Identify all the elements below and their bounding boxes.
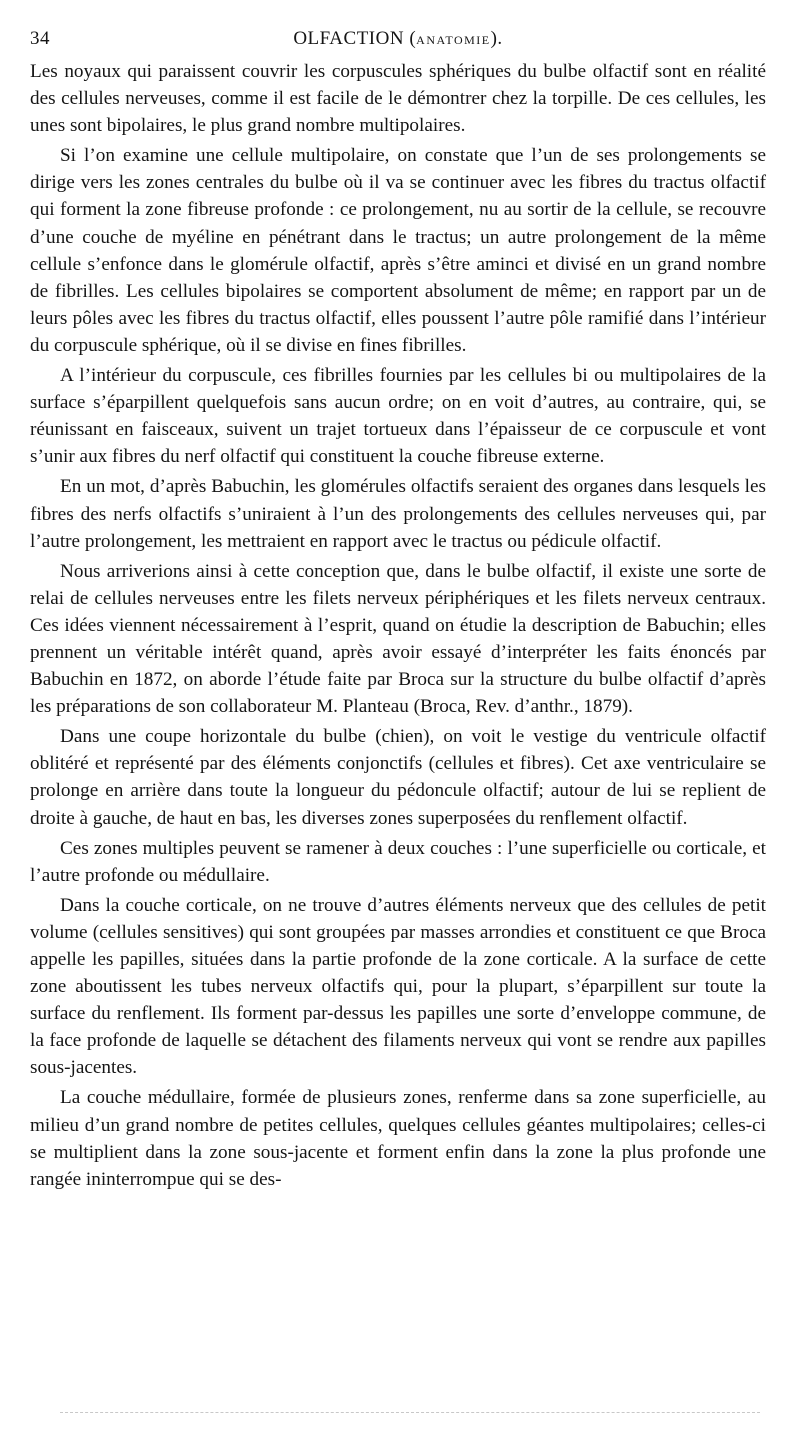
running-title-open-paren: (	[409, 28, 417, 49]
paragraph-7: Ces zones multiples peuvent se ramener à deux couches : l’une superficielle ou corticale, et l’autre profonde ou médullaire.	[30, 837, 766, 886]
running-title	[30, 28, 766, 50]
running-title-close-paren: ).	[490, 28, 503, 49]
book-page	[30, 28, 766, 1196]
paragraph-5: Nous arriverions ainsi à cette conception que, dans le bulbe olfactif, il existe une sorte de relai de cellules nerveuses entre les filets nerveux périphériques et les filets nerveux centraux. Ces idées viennent nécessairement à l’esprit, quand on étudie la description de Babuchin; elles prennent un véritable intérêt quand, après avoir essayé d’interpréter les faits énoncés par Babuchin en 1872, on aborde l’étude faite par Broca sur la structure du bulbe olfactif d’après les préparations de son collaborateur M. Planteau (Broca, Rev. d’anthr., 1879).	[30, 560, 766, 718]
body-text	[30, 58, 766, 1193]
running-title-subtitle: ANATOMIE	[416, 33, 491, 47]
bottom-bleed-through-line	[60, 1412, 760, 1413]
paragraph-8: Dans la couche corticale, on ne trouve d’autres éléments nerveux que des cellules de petit volume (cellules sensitives) qui sont groupées par masses arrondies et constituent ce que Broca appelle les papilles, situées dans la partie profonde de la zone corticale. A la surface de cette zone aboutissent les tubes nerveux olfactifs qui, pour la plupart, s’éparpillent sur toute la surface du renflement. Ils forment par-dessus les papilles une sorte d’enveloppe commune, de la face profonde de laquelle se détachent des filaments nerveux qui vont se rendre aux papilles sous-jacentes.	[30, 894, 766, 1079]
page-number: 34	[30, 28, 50, 49]
paragraph-9: La couche médullaire, formée de plusieurs zones, renferme dans sa zone superficielle, au milieu d’un grand nombre de petites cellules, quelques cellules géantes multipolaires; celles-ci se multiplient dans la zone sous-jacente et forment enfin dans la zone la plus profonde une rangée ininterrompue qui se des-	[30, 1087, 766, 1190]
paragraph-1: Les noyaux qui paraissent couvrir les corpuscules sphériques du bulbe olfactif sont en réalité des cellules nerveuses, comme il est facile de le démontrer chez la torpille. De ces cellules, les unes sont bipolaires, le plus grand nombre multipolaires.	[30, 61, 766, 137]
paragraph-4: En un mot, d’après Babuchin, les glomérules olfactifs seraient des organes dans lesquels les fibres des nerfs olfactifs s’uniraient à l’un des prolongements des cellules nerveuses qui, par l’autre prolongement, les mettraient en rapport avec le tractus ou pédicule olfactif.	[30, 476, 766, 552]
paragraph-3: A l’intérieur du corpuscule, ces fibrilles fournies par les cellules bi ou multipolaires de la surface s’éparpillent quelquefois sans aucun ordre; on en voit d’autres, au contraire, qui, se réunissant en faisceaux, suivent un trajet tortueux dans l’épaisseur de ce corpuscule et vont s’unir aux fibres du nerf olfactif qui constituent la couche fibreuse externe.	[30, 365, 766, 468]
running-title-main: OLFACTION	[293, 28, 405, 49]
paragraph-6: Dans une coupe horizontale du bulbe (chien), on voit le vestige du ventricule olfactif oblitéré et représenté par des éléments conjonctifs (cellules et fibres). Cet axe ventriculaire se prolonge en arrière dans toute la longueur du pédoncule olfactif; autour de lui se replient de droite à gauche, de haut en bas, les diverses zones superposées du renflement olfactif.	[30, 726, 766, 829]
page-header	[30, 28, 766, 58]
paragraph-2: Si l’on examine une cellule multipolaire, on constate que l’un de ses prolongements se dirige vers les zones centrales du bulbe où il va se continuer avec les fibres du tractus olfactif qui forment la zone fibreuse profonde : ce prolongement, nu au sortir de la cellule, se recouvre d’une couche de myéline en pénétrant dans le tractus; un autre prolongement de la même cellule s’enfonce dans le glomérule olfactif, après s’être aminci et divisé en un grand nombre de fibrilles. Les cellules bipolaires se comportent absolument de même; en rapport par un de leurs pôles avec les fibres du tractus olfactif, elles poussent l’autre pôle ramifié dans l’intérieur du corpuscule sphérique, où il se divise en fines fibrilles.	[30, 145, 766, 356]
